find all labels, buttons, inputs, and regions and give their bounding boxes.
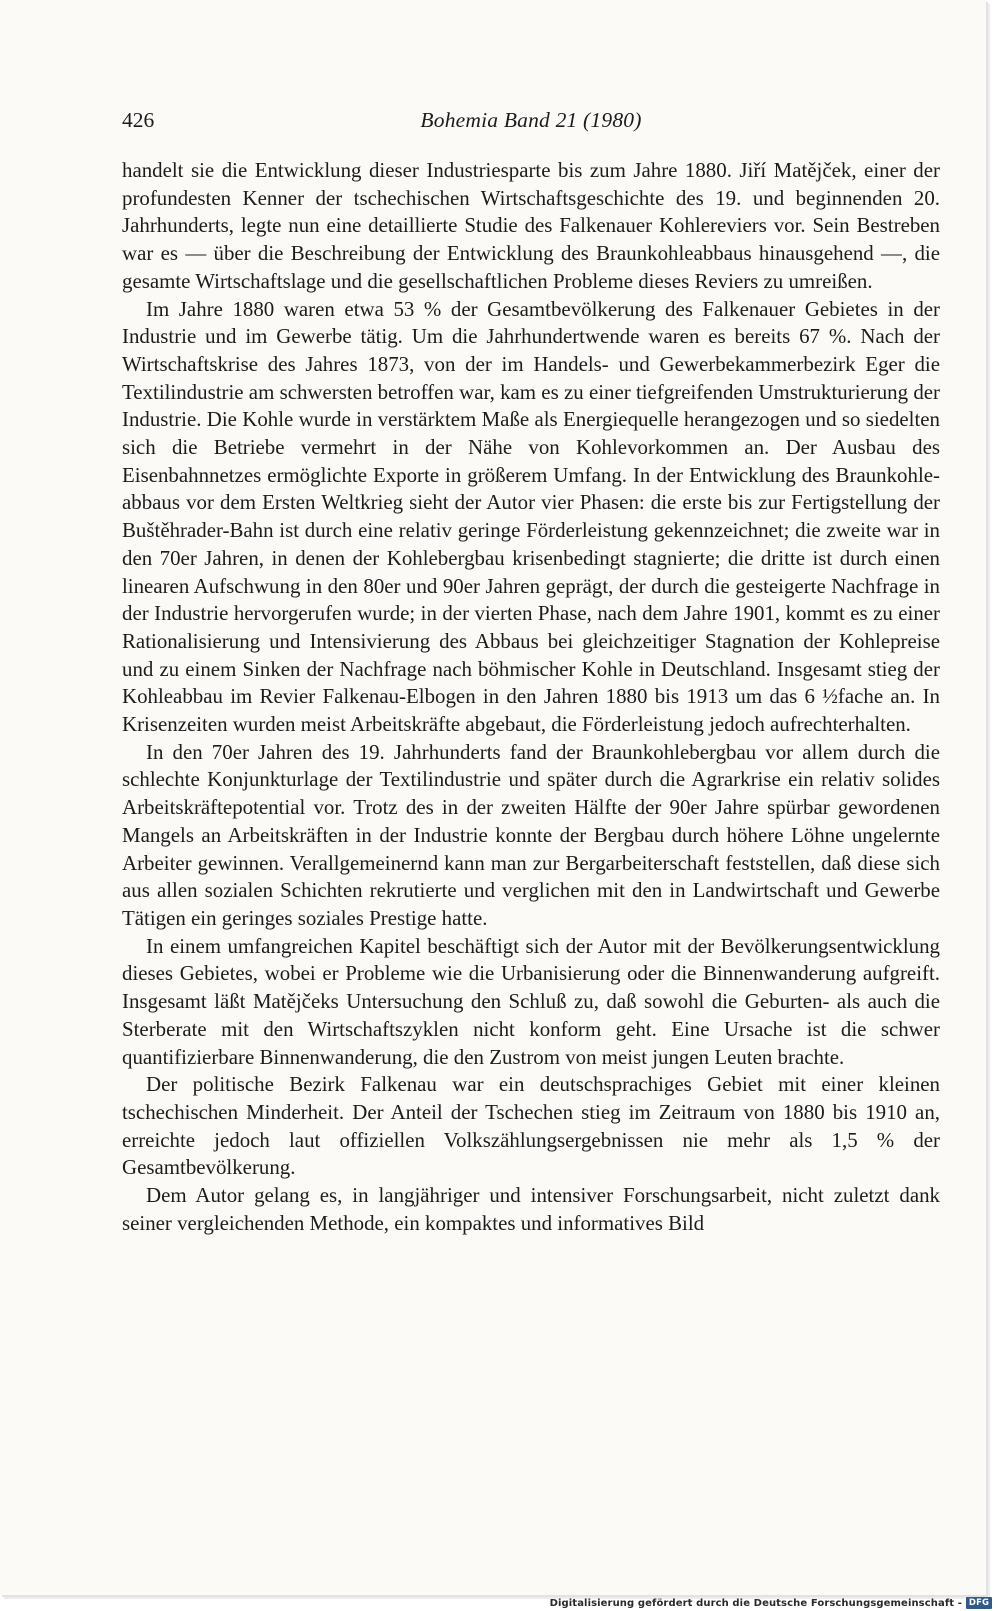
- dfg-logo: DFG: [966, 1597, 992, 1609]
- paragraph: handelt sie die Entwicklung dieser Industriesparte bis zum Jahre 1880. Jiří Matějček, einer der profundesten Kenner der tschechischen Wirtschaftsgeschichte des 19. und beginnenden 20. Jahrhunderts, legte nun eine detaillierte Studie des Falkenauer Kohlereviers vor. Sein Bestreben war es — über die Beschreibung der Entwicklung des Braunkohleabbaus hinausgehend —, die gesamte Wirtschaftslage und die gesellschaftlichen Probleme dieses Reviers zu umreißen.: [122, 158, 940, 293]
- paragraph: In den 70er Jahren des 19. Jahrhunderts fand der Braunkohlebergbau vor allem durch die schlechte Konjunkturlage der Textilindustrie und später durch die Agrarkrise ein relativ solides Arbeitskräftepotential vor. Trotz des in der zweiten Hälfte der 90er Jahre spürbar gewordenen Mangels an Arbeitskräften in der Industrie konnte der Bergbau durch höhere Löhne ungelernte Arbeiter gewinnen. Verallgemeinernd kann man zur Bergarbeiterschaft feststellen, daß diese sich aus allen sozialen Schichten rekrutierte und verglichen mit den in Landwirtschaft und Gewerbe Tätigen ein geringes soziales Prestige hatte.: [122, 739, 940, 930]
- paragraph: Im Jahre 1880 waren etwa 53 % der Gesamtbevölkerung des Falkenauer Gebietes in der Industrie und im Gewerbe tätig. Um die Jahrhundertwende waren es bereits 67 %. Nach der Wirtschaftskrise des Jahres 1873, von der im Handels- und Gewerbekammerbezirk Eger die Textilindustrie am schwersten betroffen war, kam es zu einer tiefgreifenden Umstrukturierung der Industrie. Die Kohle wurde in verstärktem Maße als Energiequelle herangezogen und so siedelten sich die Betriebe vermehrt in der Nähe von Kohlevorkommen an. Der Ausbau des Eisenbahnnetzes ermöglichte Exporte in größerem Umfang. In der Entwicklung des Braunkohleabbaus vor dem Ersten Weltkrieg sieht der Autor vier Phasen: die erste bis zur Fertigstellung der Buštěhrader-Bahn ist durch eine relativ geringe Förderleistung gekennzeichnet; die zweite war in den 70er Jahren, in denen der Kohlebergbau krisenbedingt stagnierte; die dritte ist durch einen linearen Aufschwung in den 80er und 90er Jahren geprägt, der durch die gesteigerte Nachfrage in der Industrie hervorgerufen wurde; in der vierten Phase, nach dem Jahre 1901, kommt es zu einer Rationalisierung und Intensivierung des Abbaus bei gleichzeitiger Stagnation der Kohlepreise und zu einem Sinken der Nachfrage nach böhmischer Kohle in Deutschland. Insgesamt stieg der Kohleabbau im Revier Falkenau-Elbogen in den Jahren 1880 bis 1913 um das 6 ½fache an. In Krisenzeiten wurden meist Arbeitskräfte abgebaut, die Förderleistung jedoch aufrechterhalten.: [122, 296, 940, 737]
- paragraph: Dem Autor gelang es, in langjähriger und intensiver Forschungsarbeit, nicht zuletzt dank seiner vergleichenden Methode, ein kompaktes und informatives Bild: [122, 1183, 940, 1235]
- body-text: [122, 157, 940, 1237]
- footer-credit-text: Digitalisierung gefördert durch die Deutsche Forschungsgemeinschaft -: [549, 1597, 962, 1609]
- page-number: 426: [122, 108, 155, 132]
- running-title: Bohemia Band 21 (1980): [420, 108, 642, 132]
- digitization-footer: [550, 1596, 992, 1610]
- paragraph: In einem umfangreichen Kapitel beschäftigt sich der Autor mit der Bevölkerungsentwicklung dieses Gebietes, wobei er Probleme wie die Urbanisierung oder die Binnenwanderung aufgreift. Insgesamt läßt Matějčeks Untersuchung den Schluß zu, daß sowohl die Geburten- als auch die Sterberate mit den Wirtschaftszyklen nicht konform geht. Eine Ursache ist die schwer quantifizierbare Binnenwanderung, die den Zustrom von meist jungen Leuten brachte.: [122, 933, 940, 1069]
- paragraph: Der politische Bezirk Falkenau war ein deutschsprachiges Gebiet mit einer kleinen tschechischen Minderheit. Der Anteil der Tschechen stieg im Zeitraum von 1880 bis 1910 an, erreichte jedoch laut offiziellen Volkszählungsergebnissen nie mehr als 1,5 % der Gesamtbevölkerung.: [122, 1072, 940, 1180]
- running-header: [122, 108, 940, 138]
